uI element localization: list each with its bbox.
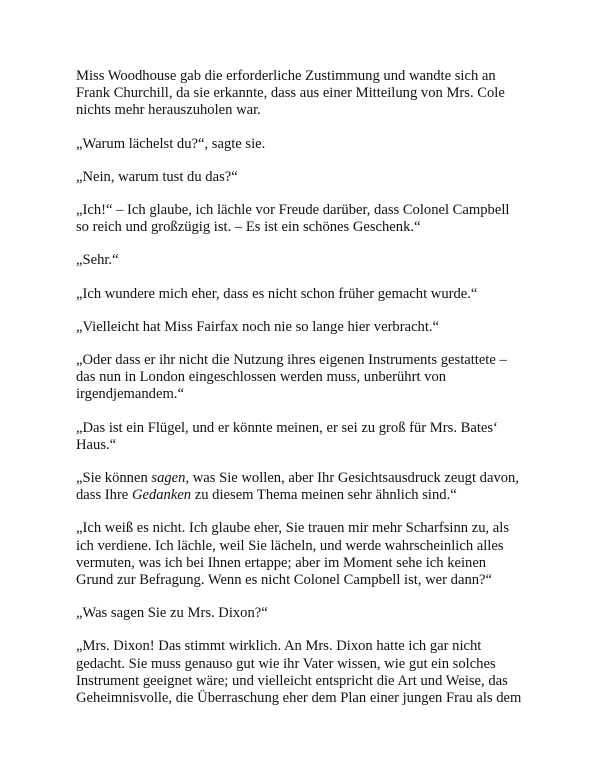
paragraph [76,420,532,454]
text-line [76,437,532,454]
paragraph [76,286,532,303]
paragraph [76,68,532,120]
text-line [76,85,532,102]
paragraph [76,520,532,589]
text-segment: Frank Churchill, da sie erkannte, dass aus einer Mitteilung von Mrs. Cole [76,85,505,102]
text-segment: „Ich wundere mich eher, dass es nicht schon früher gemacht wurde.“ [76,285,478,302]
text-segment: Grund zur Befragung. Wenn es nicht Colonel Campbell ist, wer dann?“ [76,572,492,589]
paragraph [76,470,532,504]
text-segment: irgendjemandem.“ [76,386,184,403]
text-line [76,102,532,119]
text-line [76,136,532,153]
paragraph [76,169,532,186]
text-segment: so reich und großzügig ist. – Es ist ein schönes Geschenk.“ [76,219,421,236]
text-segment: Haus.“ [76,436,117,453]
paragraph [76,638,532,707]
emphasized-text: Gedanken [131,487,192,504]
text-line [76,690,532,707]
text-segment: das nun in London eingeschlossen werden muss, unberührt von [76,369,447,386]
text-segment: Geheimnisvolle, die Überraschung eher dem Plan einer jungen Frau als dem [76,690,522,707]
text-segment: Miss Woodhouse gab die erforderliche Zustimmung und wandte sich an [76,68,496,84]
paragraph [76,252,532,269]
text-line [76,470,532,487]
paragraph [76,202,532,236]
text-line [76,656,532,673]
text-segment: gedacht. Sie muss genauso gut wie ihr Vater wissen, wie gut ein solches [76,655,496,672]
text-segment: nichts mehr herauszuholen war. [76,102,261,119]
text-segment: zu diesem Thema meinen sehr ähnlich sind.“ [191,487,457,504]
paragraph [76,319,532,336]
text-line [76,68,532,85]
text-line [76,352,532,369]
text-line [76,219,532,236]
text-segment: „Oder dass er ihr nicht die Nutzung ihres eigenen Instruments gestattete – [76,352,507,369]
text-line [76,605,532,622]
text-line [76,673,532,690]
text-line [76,420,532,437]
text-line [76,555,532,572]
paragraph [76,136,532,153]
text-segment: Instrument geeignet wäre; und vielleicht entspricht die Art und Weise, das [76,672,508,689]
text-line [76,369,532,386]
text-line [76,572,532,589]
text-segment: dass Ihre [76,487,132,504]
text-segment: „Was sagen Sie zu Mrs. Dixon?“ [76,605,268,622]
text-segment: „Warum lächelst du?“, sagte sie. [76,135,266,152]
text-segment: „Sie können [76,470,152,487]
text-segment: „Das ist ein Flügel, und er könnte meinen, er sei zu groß für Mrs. Bates‘ [76,419,498,436]
text-line [76,386,532,403]
text-line [76,286,532,303]
paragraph [76,352,532,404]
text-line [76,252,532,269]
document-body-text [76,68,532,723]
text-line [76,319,532,336]
text-line [76,487,532,504]
emphasized-text: sagen, [151,470,190,487]
text-line [76,638,532,655]
text-segment: „Ich!“ – Ich glaube, ich lächle vor Freude darüber, dass Colonel Campbell [76,202,510,219]
text-segment: „Vielleicht hat Miss Fairfax noch nie so lange hier verbracht.“ [76,318,440,335]
text-segment: was Sie wollen, aber Ihr Gesichtsausdruck zeugt davon, [189,470,519,487]
text-line [76,202,532,219]
text-line [76,520,532,537]
text-segment: vermuten, was ich bei Ihnen ertappe; aber im Moment sehe ich keinen [76,554,487,571]
text-line [76,538,532,555]
text-segment: „Ich weiß es nicht. Ich glaube eher, Sie trauen mir mehr Scharfsinn zu, als [76,520,510,537]
paragraph [76,605,532,622]
text-segment: „Mrs. Dixon! Das stimmt wirklich. An Mrs. Dixon hatte ich gar nicht [76,638,482,655]
text-line [76,169,532,186]
text-segment: „Nein, warum tust du das?“ [76,168,238,185]
text-segment: „Sehr.“ [76,252,119,269]
text-segment: ich verdiene. Ich lächle, weil Sie lächeln, und werde wahrscheinlich alles [76,537,504,554]
